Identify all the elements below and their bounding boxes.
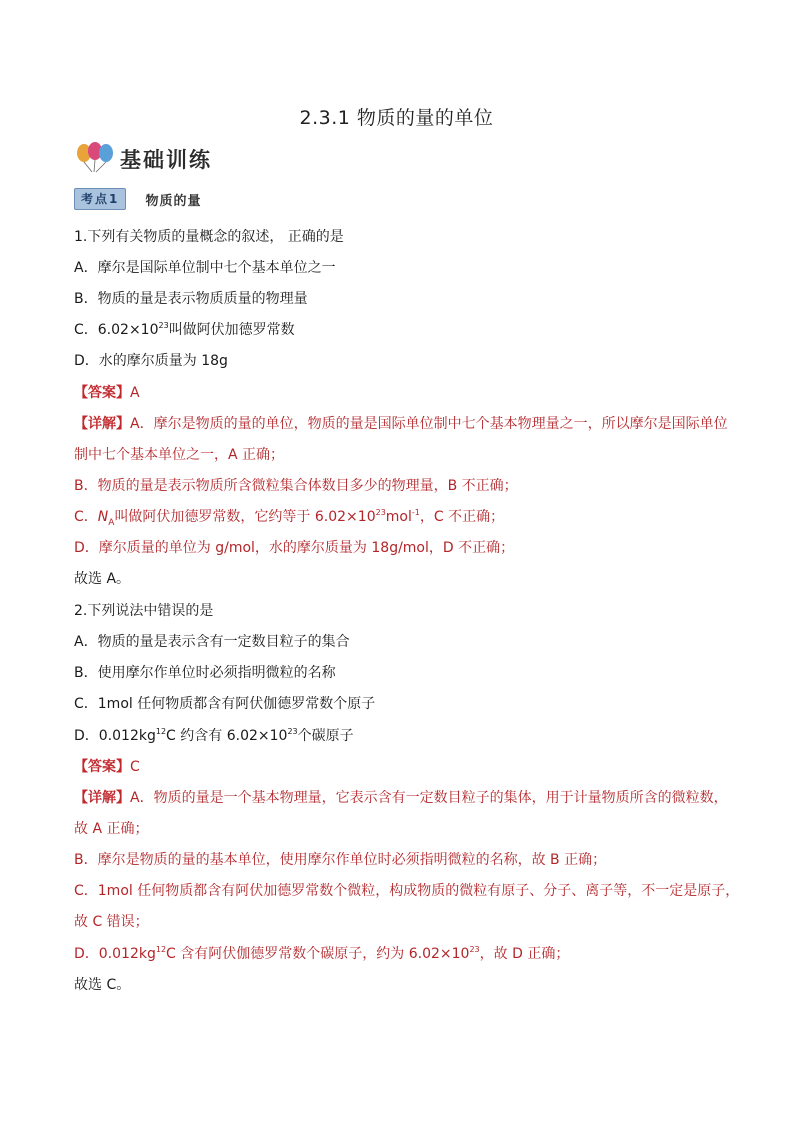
q2-conclusion: 故选 C。 (74, 977, 131, 993)
q2-stem: 2.下列说法中错误的是 (74, 603, 214, 619)
q1-detail-d: D．摩尔质量的单位为 g/mol，水的摩尔质量为 18g/mol，D 不正确； (74, 540, 515, 556)
q1-option-d: D．水的摩尔质量为 18g (74, 353, 228, 369)
q2-detail-a: 【详解】A．物质的量是一个基本物理量，它表示含有一定数目粒子的集体，用于计量物质所含的微粒数， (74, 790, 728, 806)
q2-option-d: D．$0.012kg^{12}C$ 约含有 $6.02\times 10^{23}$个碳原子 (74, 727, 354, 744)
q1-option-c: C．$6.02\times 10^{23}$叫做阿伏加德罗常数 (74, 321, 295, 338)
q2-detail-d: D．$0.012kg^{12}C$ 含有阿伏伽德罗常数个碳原子，约为 $6.02\times 10^{23}$，故 D 正确； (74, 945, 570, 962)
q2-option-b: B．使用摩尔作单位时必须指明微粒的名称 (74, 665, 336, 681)
q2-detail-c: C．1mol 任何物质都含有阿伏加德罗常数个微粒，构成物质的微粒有原子、分子、离子等，不一定是原子， (74, 883, 740, 899)
topic-tag (74, 188, 201, 210)
topic-label: 物质的量 (145, 193, 202, 209)
q2-option-a: A．物质的量是表示含有一定数目粒子的集合 (74, 634, 350, 650)
q1-option-b: B．物质的量是表示物质质量的物理量 (74, 291, 308, 307)
q1-detail-b: B．物质的量是表示物质所含微粒集合体数目多少的物理量，B 不正确； (74, 478, 518, 494)
q2-answer: 【答案】C (74, 759, 140, 775)
q1-option-a: A．摩尔是国际单位制中七个基本单位之一 (74, 260, 336, 276)
section-header-text: 基础训练 (120, 148, 212, 172)
q1-detail-a: 【详解】A．摩尔是物质的量的单位，物质的量是国际单位制中七个基本物理量之一，所以摩尔是国际单位 (74, 416, 728, 432)
q2-detail-c-cont: 故 C 错误； (74, 914, 149, 930)
page-title: 2.3.1 物质的量的单位 (299, 107, 494, 129)
q1-answer: 【答案】A (74, 385, 140, 401)
q1-conclusion: 故选 A。 (74, 571, 131, 587)
balloons-icon (74, 141, 116, 175)
topic-badge: 考点1 (74, 188, 126, 210)
q2-detail-a-cont: 故 A 正确； (74, 821, 149, 837)
q2-option-c: C．1mol 任何物质都含有阿伏伽德罗常数个原子 (74, 696, 376, 712)
q1-detail-a-cont: 制中七个基本单位之一，A 正确； (74, 447, 285, 463)
q1-stem: 1.下列有关物质的量概念的叙述， 正确的是 (74, 229, 344, 245)
q1-detail-c: C．$N_A$叫做阿伏加德罗常数，它约等于 $6.02\times 10^{23}mol^{-1}$，C 不正确； (74, 508, 505, 528)
section-header (74, 141, 234, 175)
q2-detail-b: B．摩尔是物质的量的基本单位，使用摩尔作单位时必须指明微粒的名称，故 B 正确； (74, 852, 607, 868)
